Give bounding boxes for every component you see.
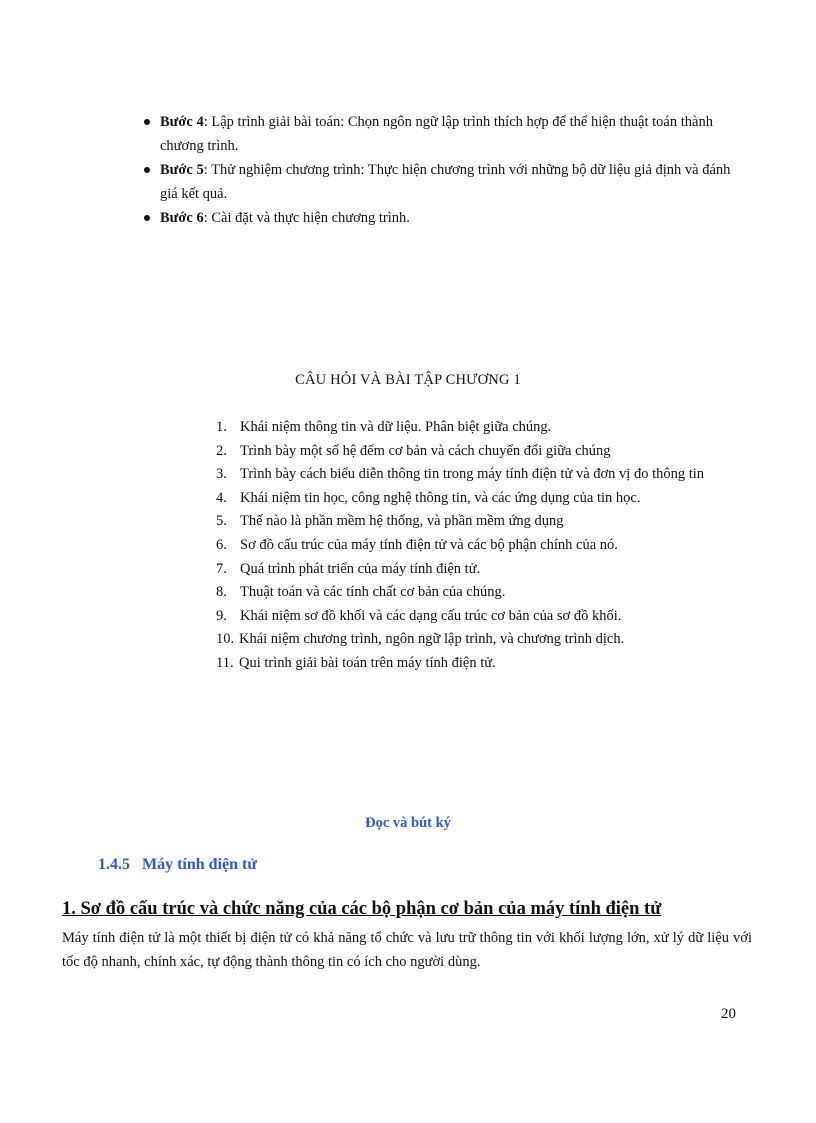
step-item — [140, 110, 744, 158]
section-heading — [98, 856, 257, 874]
question-text: Trình bày cách biểu diễn thông tin trong máy tính điện tử và đơn vị đo thông tin — [240, 466, 705, 483]
question-item — [216, 416, 746, 440]
question-text: Quá trình phát triển của máy tính điện tử. — [240, 560, 481, 577]
question-text: Khái niệm tin học, công nghệ thông tin, và các ứng dụng của tin học. — [240, 489, 641, 506]
question-text: Qui trình giải bài toán trên máy tính điện tử. — [239, 654, 496, 671]
page-number: 20 — [721, 1006, 736, 1022]
question-item — [216, 487, 746, 511]
question-text: Trình bày một số hệ đếm cơ bản và cách chuyển đổi giữa chúng — [240, 442, 611, 459]
question-number: 3. — [216, 466, 227, 483]
question-item — [216, 652, 746, 676]
question-text: Thế nào là phần mềm hệ thống, và phần mềm ứng dụng — [240, 513, 564, 530]
step-item — [140, 206, 744, 230]
question-text: Khái niệm sơ đồ khối và các dạng cấu trúc cơ bản của sơ đồ khối. — [240, 607, 622, 624]
question-number: 6. — [216, 536, 227, 553]
question-item — [216, 581, 746, 605]
question-item — [216, 558, 746, 582]
question-item — [216, 510, 746, 534]
question-item — [216, 628, 746, 652]
step-label: Bước 5 — [160, 162, 204, 178]
bullet-icon — [144, 167, 150, 173]
section-number: 1.4.5 — [98, 856, 130, 873]
step-text: : Thử nghiệm chương trình: Thực hiện chương trình với những bộ dữ liệu giả định và đánh giá kết quả. — [160, 162, 731, 202]
question-number: 5. — [216, 513, 227, 530]
question-number: 9. — [216, 607, 227, 624]
step-item — [140, 158, 744, 206]
question-number: 10. — [216, 631, 235, 648]
bullet-icon — [144, 215, 150, 221]
question-number: 1. — [216, 419, 227, 435]
step-text: : Lập trình giải bài toán: Chọn ngôn ngữ lập trình thích hợp để thể hiện thuật toán thành chương trình. — [160, 114, 713, 154]
step-label: Bước 6 — [160, 210, 204, 226]
question-text: Khái niệm thông tin và dữ liệu. Phân biệt giữa chúng. — [240, 419, 552, 435]
questions-list — [216, 416, 746, 676]
question-number: 8. — [216, 584, 227, 601]
question-number: 2. — [216, 442, 227, 459]
step-text: : Cài đặt và thực hiện chương trình. — [203, 210, 410, 226]
question-item — [216, 534, 746, 558]
question-text: Thuật toán và các tính chất cơ bản của chúng. — [240, 584, 506, 601]
question-item — [216, 463, 746, 487]
bullet-icon — [144, 119, 150, 125]
question-number: 7. — [216, 560, 227, 577]
question-number: 11. — [216, 654, 234, 671]
questions-heading: CÂU HỎI VÀ BÀI TẬP CHƯƠNG 1 — [295, 372, 521, 388]
question-item — [216, 440, 746, 464]
question-text: Khái niệm chương trình, ngôn ngữ lập trình, và chương trình dịch. — [239, 631, 625, 648]
step-label: Bước 4 — [160, 114, 204, 130]
steps-list — [140, 110, 744, 230]
question-number: 4. — [216, 489, 227, 506]
body-paragraph: Máy tính điện tử là một thiết bị điện tử có khả năng tổ chức và lưu trữ thông tin với khối lượng lớn, xử lý dữ liệu với tốc độ nhanh, chính xác, tự động thành thông tin có ích cho người dùng. — [62, 930, 752, 970]
reading-heading: Đọc và bút ký — [365, 815, 451, 831]
section-title: Máy tính điện tử — [142, 856, 257, 873]
question-item — [216, 605, 746, 629]
question-text: Sơ đồ cấu trúc của máy tính điện tử và các bộ phận chính của nó. — [240, 536, 618, 553]
main-heading: 1. Sơ đồ cấu trúc và chức năng của các bộ phận cơ bản của máy tính điện tử — [62, 899, 662, 919]
